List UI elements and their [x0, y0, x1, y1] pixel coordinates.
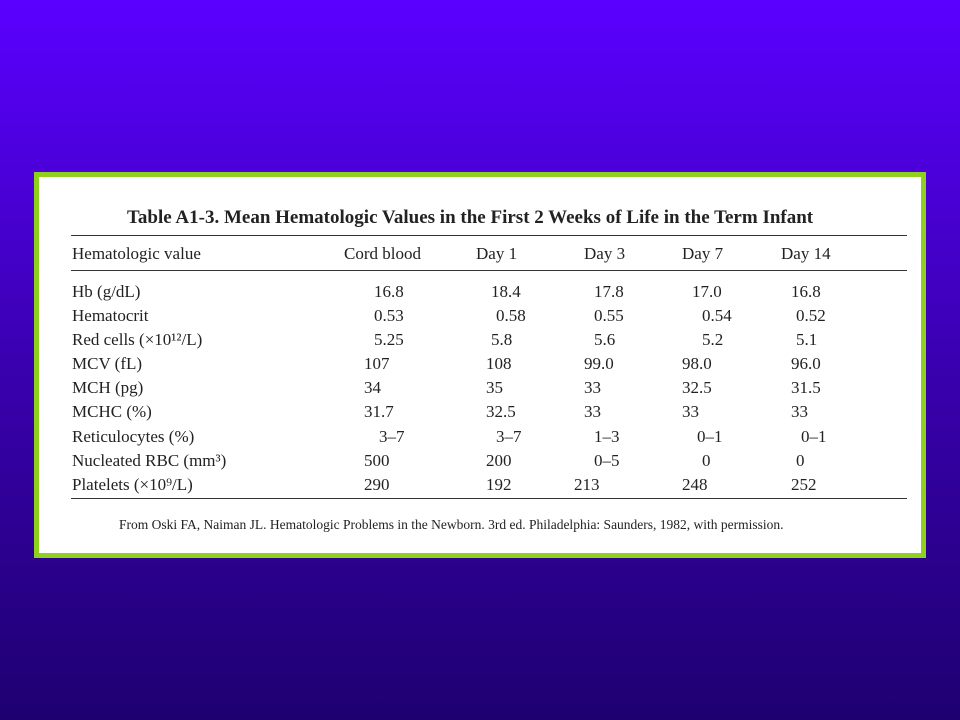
table-top-rule — [71, 235, 907, 236]
column-header-day-1: Day 1 — [476, 244, 518, 263]
table-cell-cord-blood: 31.7 — [364, 402, 394, 421]
table-cell-day-14: 252 — [791, 475, 817, 494]
table-cell-cord-blood: 0.53 — [374, 306, 404, 325]
column-header-label: Hematologic value — [72, 244, 201, 263]
table-cell-day-3: 213 — [574, 475, 600, 494]
table-header-rule — [71, 270, 907, 271]
table-cell-day-3: 99.0 — [584, 354, 614, 373]
table-cell-day-1: 5.8 — [491, 330, 513, 349]
column-header-cord-blood: Cord blood — [344, 244, 421, 263]
table-cell-day-7: 248 — [682, 475, 708, 494]
table-cell-day-14: 31.5 — [791, 378, 821, 397]
row-label: Reticulocytes (%) — [72, 427, 195, 446]
table-cell-day-3: 33 — [584, 402, 601, 421]
table-bottom-rule — [71, 498, 907, 499]
table-cell-cord-blood: 290 — [364, 475, 390, 494]
table-cell-day-3: 33 — [584, 378, 601, 397]
table-cell-day-7: 5.2 — [702, 330, 724, 349]
table-cell-day-14: 0 — [796, 451, 805, 470]
table-panel — [34, 172, 926, 558]
table-cell-day-7: 98.0 — [682, 354, 712, 373]
table-cell-day-3: 0–5 — [594, 451, 620, 470]
table-cell-cord-blood: 34 — [364, 378, 381, 397]
table-cell-day-1: 108 — [486, 354, 512, 373]
table-cell-day-1: 32.5 — [486, 402, 516, 421]
table-cell-day-1: 192 — [486, 475, 512, 494]
row-label: MCHC (%) — [72, 402, 152, 421]
row-label: Platelets (×10⁹/L) — [72, 475, 193, 494]
row-label: MCH (pg) — [72, 378, 144, 397]
table-cell-cord-blood: 107 — [364, 354, 390, 373]
table-cell-day-1: 0.58 — [496, 306, 526, 325]
table-cell-cord-blood: 500 — [364, 451, 390, 470]
table-cell-day-7: 32.5 — [682, 378, 712, 397]
table-cell-day-1: 35 — [486, 378, 503, 397]
table-cell-day-1: 18.4 — [491, 282, 521, 301]
table-footnote: From Oski FA, Naiman JL. Hematologic Problems in the Newborn. 3rd ed. Philadelphia: Saunders, 1982, with permission. — [119, 517, 784, 532]
table-cell-day-3: 17.8 — [594, 282, 624, 301]
table-cell-day-14: 33 — [791, 402, 808, 421]
table-cell-day-14: 5.1 — [796, 330, 818, 349]
table-cell-day-14: 96.0 — [791, 354, 821, 373]
table-cell-day-7: 0.54 — [702, 306, 732, 325]
table-cell-day-7: 33 — [682, 402, 699, 421]
row-label: Hematocrit — [72, 306, 149, 325]
row-label: Hb (g/dL) — [72, 282, 141, 301]
table-cell-cord-blood: 5.25 — [374, 330, 404, 349]
row-label: Red cells (×10¹²/L) — [72, 330, 203, 349]
column-header-day-3: Day 3 — [584, 244, 626, 263]
row-label: Nucleated RBC (mm³) — [72, 451, 227, 470]
table-title: Table A1-3. Mean Hematologic Values in the First 2 Weeks of Life in the Term Infant — [127, 207, 814, 228]
table-cell-day-14: 0.52 — [796, 306, 826, 325]
row-label: MCV (fL) — [72, 354, 143, 373]
table-cell-day-14: 16.8 — [791, 282, 821, 301]
table-cell-day-1: 3–7 — [496, 427, 522, 446]
table-cell-day-7: 0 — [702, 451, 711, 470]
column-header-day-7: Day 7 — [682, 244, 724, 263]
table-cell-day-14: 0–1 — [801, 427, 827, 446]
table-cell-day-1: 200 — [486, 451, 512, 470]
table-cell-day-7: 17.0 — [692, 282, 722, 301]
table-cell-day-3: 5.6 — [594, 330, 616, 349]
table-cell-cord-blood: 16.8 — [374, 282, 404, 301]
table-cell-cord-blood: 3–7 — [379, 427, 405, 446]
table-cell-day-3: 1–3 — [594, 427, 620, 446]
table-cell-day-3: 0.55 — [594, 306, 624, 325]
column-header-day-14: Day 14 — [781, 244, 831, 263]
table-cell-day-7: 0–1 — [697, 427, 723, 446]
